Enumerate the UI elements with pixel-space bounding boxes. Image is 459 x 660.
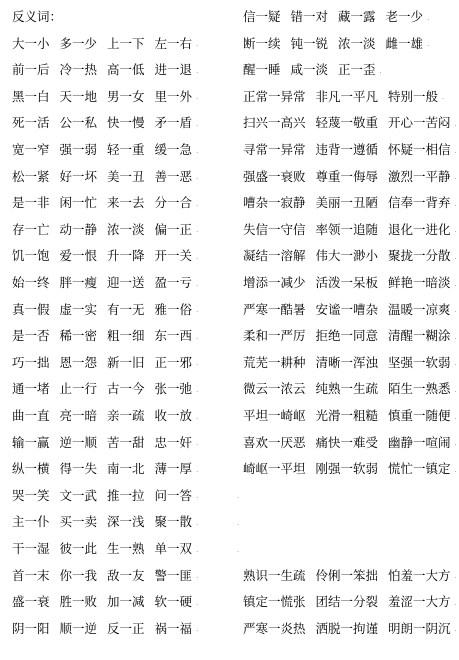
antonym-pair: 拒绝一同意 — [315, 328, 379, 344]
antonym-pair: 浓一淡 — [107, 221, 145, 237]
antonym-pair: 新一旧 — [107, 354, 145, 370]
antonym-pair: 生一熟 — [107, 541, 145, 556]
paragraph-mark: . — [196, 439, 199, 448]
antonym-pair: 是一非 — [12, 195, 50, 211]
word-row — [0, 406, 242, 426]
antonym-pair: 彼一此 — [59, 541, 98, 556]
word-row — [0, 619, 242, 639]
word-row — [0, 220, 242, 240]
antonym-pair: 松一紧 — [12, 168, 50, 184]
antonym-pair: 上一下 — [107, 35, 145, 51]
paragraph-mark: . — [196, 625, 199, 634]
antonym-pair: 始一终 — [12, 275, 50, 290]
word-row — [229, 406, 459, 426]
paragraph-mark: . — [196, 332, 199, 341]
antonym-pair: 安谧一嘈杂 — [315, 301, 379, 317]
antonym-pair: 大一小 — [12, 35, 50, 51]
antonym-pair: 怕羞一大方 — [388, 567, 451, 583]
word-row — [0, 7, 242, 27]
antonym-pair: 曲一直 — [12, 408, 50, 423]
antonym-pair: 天一地 — [59, 88, 98, 104]
paragraph-mark: . — [454, 598, 457, 607]
paragraph-mark: . — [196, 572, 199, 581]
antonym-pair: 真一假 — [12, 301, 50, 317]
antonym-pair: 清晰一浑浊 — [315, 354, 379, 370]
antonym-pair: 轻一重 — [107, 142, 145, 157]
antonym-pair: 收一放 — [154, 408, 193, 423]
antonym-pair: 深一浅 — [107, 514, 145, 530]
antonym-pair: 活泼一呆板 — [315, 275, 379, 290]
antonym-pair: 断一续 — [243, 35, 281, 51]
paragraph-mark: . — [454, 279, 457, 288]
paragraph-mark: . — [454, 439, 457, 448]
paragraph-mark: . — [196, 385, 199, 394]
antonym-pair: 伶俐一笨拙 — [315, 567, 379, 583]
word-row — [229, 566, 459, 586]
antonym-pair: 快一慢 — [107, 115, 145, 131]
word-row — [229, 326, 459, 346]
paragraph-mark: . — [454, 173, 457, 182]
antonym-pair: 宽一窄 — [12, 142, 50, 157]
antonym-pair: 爱一恨 — [59, 248, 98, 264]
antonym-pair: 死一活 — [12, 115, 50, 131]
word-row — [0, 34, 242, 54]
antonym-pair: 开心一苦闷 — [388, 115, 451, 131]
antonym-pair: 首一末 — [12, 567, 50, 583]
antonym-pair: 鲜艳一暗淡 — [388, 275, 451, 290]
antonym-pair: 你一我 — [59, 567, 98, 583]
paragraph-mark: . — [442, 93, 445, 102]
word-row — [0, 246, 242, 266]
paragraph-mark: . — [454, 412, 457, 421]
antonym-pair: 买一卖 — [59, 514, 98, 530]
antonym-pair: 醒一睡 — [243, 62, 281, 78]
antonym-pair: 闲一忙 — [59, 195, 98, 211]
antonym-pair: 冷一热 — [59, 62, 98, 78]
antonym-pair: 纯熟一生疏 — [315, 381, 379, 397]
word-row — [229, 220, 459, 240]
antonym-pair: 动一静 — [59, 221, 98, 237]
paragraph-mark: . — [454, 119, 457, 128]
antonym-pair: 恩一怨 — [59, 354, 98, 370]
antonym-pair: 通一堵 — [12, 381, 50, 397]
antonym-pair: 慎重一随便 — [388, 408, 451, 423]
antonym-pair: 正一歪 — [338, 62, 376, 78]
antonym-pair: 软一硬 — [154, 594, 193, 610]
antonym-pair: 虚一实 — [59, 301, 98, 317]
antonym-pair: 崎岖一平坦 — [243, 461, 306, 477]
antonym-pair: 轻蔑一敬重 — [315, 115, 379, 131]
right-column — [229, 0, 459, 660]
word-row — [0, 566, 242, 586]
antonym-pair: 退化一进化 — [388, 221, 451, 237]
antonym-pair: 公一私 — [59, 115, 98, 131]
antonym-pair: 分一合 — [154, 195, 193, 211]
antonym-pair: 阴一阳 — [12, 620, 50, 636]
paragraph-mark: . — [196, 40, 199, 49]
word-row — [0, 433, 242, 453]
antonym-pair: 藏一露 — [338, 9, 376, 24]
antonym-pair: 洒脱一拘谨 — [315, 620, 379, 636]
antonym-pair: 正常一异常 — [243, 88, 306, 104]
paragraph-mark: . — [454, 226, 457, 235]
antonym-pair: 巧一拙 — [12, 354, 50, 370]
paragraph-mark: . — [454, 572, 457, 581]
antonym-pair: 薄一厚 — [154, 461, 193, 477]
word-row — [229, 592, 459, 612]
antonym-pair: 增添一减少 — [243, 275, 306, 290]
word-row — [229, 539, 459, 559]
antonym-pair: 存一亡 — [12, 221, 50, 237]
antonym-pair: 进一退 — [154, 62, 193, 78]
antonym-pair: 失信一守信 — [243, 221, 306, 237]
antonym-pair: 亲一疏 — [107, 408, 145, 423]
paragraph-mark: . — [379, 66, 382, 75]
antonym-pair: 升一降 — [107, 248, 145, 264]
paragraph-mark: . — [427, 40, 430, 49]
paragraph-mark: . — [454, 146, 457, 155]
paragraph-mark: . — [196, 199, 199, 208]
word-row — [229, 353, 459, 373]
antonym-pair: 张一弛 — [154, 381, 193, 397]
word-row — [229, 7, 459, 27]
antonym-pair: 得一失 — [59, 461, 98, 477]
word-row — [229, 167, 459, 187]
word-row — [0, 167, 242, 187]
antonym-pair: 警一匪 — [154, 567, 193, 583]
word-row — [0, 300, 242, 320]
paragraph-mark: . — [454, 465, 457, 474]
antonym-pair: 嘈杂一寂静 — [243, 195, 306, 211]
antonym-pair: 亮一暗 — [59, 408, 98, 423]
word-row — [229, 60, 459, 80]
paragraph-mark: . — [196, 279, 199, 288]
antonym-pair: 怀疑一相信 — [388, 142, 451, 157]
antonym-pair: 敌一友 — [107, 567, 145, 583]
word-row — [229, 300, 459, 320]
word-row — [229, 379, 459, 399]
antonym-pair: 东一西 — [154, 328, 193, 344]
antonym-pair: 加一减 — [107, 594, 145, 610]
antonym-pair: 熟识一生疏 — [243, 567, 306, 583]
word-row — [229, 486, 459, 506]
word-row — [229, 459, 459, 479]
antonym-pair: 严寒一炎热 — [243, 620, 306, 636]
antonym-pair: 率领一追随 — [315, 221, 379, 237]
word-row — [229, 113, 459, 133]
antonym-pair: 里一外 — [154, 88, 193, 104]
antonym-pair: 凝结一溶解 — [243, 248, 306, 264]
antonym-pair: 慌忙一镇定 — [388, 461, 451, 477]
antonym-pair: 荒芜一耕种 — [243, 354, 306, 370]
antonym-pair: 迎一送 — [107, 275, 145, 290]
antonym-pair: 明朗一阴沉 — [388, 620, 451, 636]
word-row — [229, 246, 459, 266]
antonym-pair: 有一无 — [107, 301, 145, 317]
antonym-pair: 善一恶 — [154, 168, 193, 184]
word-row — [229, 273, 459, 293]
antonym-pair: 南一北 — [107, 461, 145, 477]
paragraph-mark: . — [237, 492, 240, 501]
antonym-pair: 微云一浓云 — [243, 381, 306, 397]
word-row — [0, 60, 242, 80]
antonym-pair: 胜一败 — [59, 594, 98, 610]
antonym-pair: 清醒一糊涂 — [388, 328, 451, 344]
antonym-pair: 错一对 — [290, 9, 329, 24]
antonym-pair: 温暖一凉爽 — [388, 301, 451, 317]
paragraph-mark: . — [196, 252, 199, 261]
antonym-pair: 黑一白 — [12, 88, 50, 104]
antonym-pair: 饥一饱 — [12, 248, 50, 264]
paragraph-mark: . — [196, 492, 199, 501]
antonym-pair: 羞涩一大方 — [388, 594, 451, 610]
antonym-pair: 特别一般 — [388, 88, 439, 104]
antonym-pair: 幽静一喧闹 — [388, 434, 451, 450]
antonym-pair: 光滑一粗糙 — [315, 408, 379, 423]
antonym-pair: 咸一淡 — [290, 62, 329, 78]
word-row — [0, 512, 242, 532]
antonym-pair: 忠一奸 — [154, 434, 193, 450]
antonym-pair: 古一今 — [107, 381, 145, 397]
paragraph-mark: . — [196, 545, 199, 554]
antonym-pair: 苦一甜 — [107, 434, 145, 450]
paragraph-mark: . — [196, 465, 199, 474]
antonym-pair: 镇定一慌张 — [243, 594, 306, 610]
antonym-pair: 来一去 — [107, 195, 145, 211]
antonym-pair: 寻常一异常 — [243, 142, 306, 157]
antonym-pair: 文一武 — [59, 487, 98, 503]
antonym-pair: 稀一密 — [59, 328, 98, 344]
antonym-pair: 干一湿 — [12, 541, 50, 556]
word-row — [229, 140, 459, 160]
antonym-pair: 违背一遵循 — [315, 142, 379, 157]
antonym-pair: 雅一俗 — [154, 301, 193, 317]
antonym-pair: 左一右 — [154, 35, 193, 51]
paragraph-mark: . — [454, 385, 457, 394]
antonym-pair: 胖一瘦 — [59, 275, 98, 290]
antonym-pair: 问一答 — [154, 487, 193, 503]
paragraph-mark: . — [196, 518, 199, 527]
word-row — [0, 113, 242, 133]
word-row — [0, 193, 242, 213]
paragraph-mark: . — [237, 545, 240, 554]
antonym-pair: 强一弱 — [59, 142, 98, 157]
antonym-pair: 扫兴一高兴 — [243, 115, 306, 131]
antonym-pair: 尊重一侮辱 — [315, 168, 379, 184]
antonym-pair: 信奉一背弃 — [388, 195, 451, 211]
word-row — [229, 433, 459, 453]
paragraph-mark: . — [196, 66, 199, 75]
paragraph-mark: . — [196, 93, 199, 102]
paragraph-mark: . — [196, 226, 199, 235]
antonym-pair: 柔和一严厉 — [243, 328, 306, 344]
word-row — [0, 87, 242, 107]
paragraph-mark: . — [196, 598, 199, 607]
word-row — [229, 87, 459, 107]
antonym-pair: 雌一雄 — [385, 35, 424, 51]
antonym-pair: 老一少 — [385, 9, 424, 24]
antonym-pair: 团结一分裂 — [315, 594, 379, 610]
antonym-pair: 伟大一渺小 — [315, 248, 379, 264]
antonym-pair: 刚强一软弱 — [315, 461, 379, 477]
antonym-pair: 粗一细 — [107, 328, 145, 344]
antonym-pair: 平坦一崎岖 — [243, 408, 306, 423]
antonym-pair: 哭一笑 — [12, 487, 50, 503]
antonym-pair: 顺一逆 — [59, 620, 98, 636]
antonym-pair: 是一否 — [12, 328, 50, 344]
antonym-pair: 祸一福 — [154, 620, 193, 636]
antonym-pair: 高一低 — [107, 62, 145, 78]
antonym-pair: 聚一散 — [154, 514, 193, 530]
paragraph-mark: . — [196, 119, 199, 128]
antonym-pair: 强盛一衰败 — [243, 168, 306, 184]
antonym-pair: 主一仆 — [12, 514, 50, 530]
antonym-pair: 盛一衰 — [12, 594, 50, 610]
word-row — [0, 539, 242, 559]
antonym-pair: 激烈一平静 — [388, 168, 451, 184]
word-row — [0, 592, 242, 612]
antonym-pair: 开一关 — [154, 248, 193, 264]
word-row — [229, 193, 459, 213]
antonym-pair: 喜欢一厌恶 — [243, 434, 306, 450]
word-row — [229, 619, 459, 639]
paragraph-mark: . — [454, 625, 457, 634]
antonym-pair: 美一丑 — [107, 168, 145, 184]
antonym-pair: 男一女 — [107, 88, 145, 104]
word-row — [0, 353, 242, 373]
word-row — [0, 326, 242, 346]
antonym-pair: 反一正 — [107, 620, 145, 636]
antonym-pair: 好一坏 — [59, 168, 98, 184]
word-row — [229, 34, 459, 54]
word-row — [0, 140, 242, 160]
antonym-pair: 缓一急 — [154, 142, 193, 157]
antonym-pair: 浓一淡 — [338, 35, 376, 51]
paragraph-mark: . — [196, 146, 199, 155]
paragraph-mark: . — [454, 306, 457, 315]
antonym-pair: 正一邪 — [154, 354, 193, 370]
paragraph-mark: . — [427, 13, 430, 22]
paragraph-mark: . — [196, 173, 199, 182]
paragraph-mark: . — [196, 412, 199, 421]
antonym-pair: 严寒一酷暑 — [243, 301, 306, 317]
antonym-pair: 钝一锐 — [290, 35, 329, 51]
antonym-pair: 美丽一丑陋 — [315, 195, 379, 211]
word-row — [0, 273, 242, 293]
paragraph-mark: . — [454, 332, 457, 341]
antonym-pair: 偏一正 — [154, 221, 193, 237]
antonym-pair: 信一疑 — [243, 9, 281, 24]
antonym-pair: 纵一横 — [12, 461, 50, 477]
antonym-pair: 聚拢一分散 — [388, 248, 451, 264]
antonym-pair: 非凡一平凡 — [315, 88, 379, 104]
paragraph-mark: . — [454, 199, 457, 208]
antonym-pair: 痛快一难受 — [315, 434, 379, 450]
antonym-pair: 多一少 — [59, 35, 98, 51]
antonym-pair: 前一后 — [12, 62, 50, 78]
antonym-pair: 矛一盾 — [154, 115, 193, 131]
word-row — [0, 459, 242, 479]
word-row — [229, 512, 459, 532]
word-row — [0, 379, 242, 399]
paragraph-mark: . — [454, 359, 457, 368]
antonym-pair: 坚强一软弱 — [388, 354, 451, 370]
antonym-pair: 陌生一熟悉 — [388, 381, 451, 397]
antonym-pair: 单一双 — [154, 541, 193, 556]
paragraph-mark: . — [237, 518, 240, 527]
paragraph-mark: . — [196, 306, 199, 315]
section-title: 反义词： — [12, 9, 63, 24]
antonym-pair: 逆一顺 — [59, 434, 98, 450]
word-row — [0, 486, 242, 506]
paragraph-mark: . — [196, 359, 199, 368]
antonym-pair: 输一赢 — [12, 434, 50, 450]
antonym-pair: 止一行 — [59, 381, 98, 397]
paragraph-mark: . — [454, 252, 457, 261]
antonym-pair: 推一拉 — [107, 487, 145, 503]
antonym-pair: 盈一亏 — [154, 275, 193, 290]
